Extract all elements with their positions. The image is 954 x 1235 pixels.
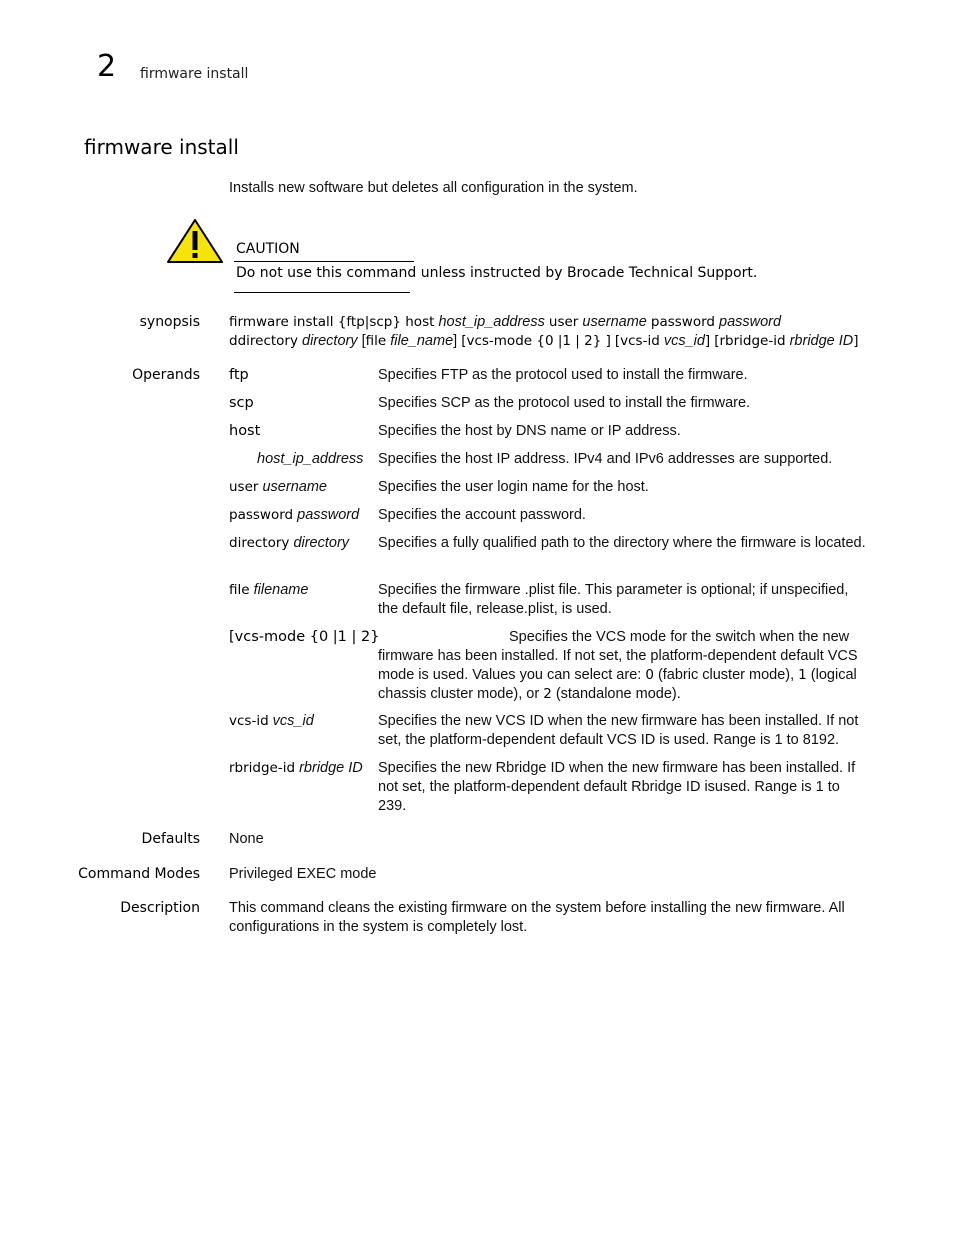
vcs-mode-desc-a: Specifies the VCS mode for the switch when the new firmware has been installed. If not set, the platform-dependent default VCS mode is used. Values you can select are: bbox=[378, 629, 858, 683]
syn-pass-kw: password bbox=[650, 314, 715, 330]
syn-file-kw: file bbox=[365, 333, 387, 349]
command-modes-label: Command Modes bbox=[78, 866, 200, 882]
description-value: This command cleans the existing firmware on the system before installing the new firmware. All configurations in the system is completely lost. bbox=[229, 900, 845, 935]
operand-kw-vcs-id: vcs-id bbox=[229, 713, 269, 729]
operand-term-password bbox=[229, 506, 359, 525]
operand-kw-password: password bbox=[229, 507, 294, 523]
operand-desc-password: Specifies the account password. bbox=[378, 507, 586, 523]
synopsis-line-1 bbox=[229, 313, 869, 332]
operand-desc-user: Specifies the user login name for the host. bbox=[378, 479, 649, 495]
operand-arg-password: password bbox=[297, 507, 360, 523]
syn-dir-arg: directory bbox=[302, 333, 358, 349]
operand-term-user bbox=[229, 478, 327, 497]
operand-desc-vcs-mode bbox=[378, 628, 870, 704]
defaults-label: Defaults bbox=[141, 831, 200, 847]
operand-term-ftp: ftp bbox=[229, 367, 249, 383]
syn-user-arg: username bbox=[582, 314, 647, 330]
operand-term-vcs-mode: [vcs-mode {0 |1 | 2} bbox=[229, 629, 380, 645]
syn-pass-arg: password bbox=[719, 314, 782, 330]
vcs-mode-desc-b: (fabric cluster mode), bbox=[653, 667, 799, 683]
operand-term-scp: scp bbox=[229, 395, 254, 411]
vcs-mode-desc-d: (standalone mode). bbox=[551, 686, 681, 702]
syn-cmd: firmware install {ftp|scp} host bbox=[229, 314, 435, 330]
caution-text: Do not use this command unless instructed by Brocade Technical Support. bbox=[236, 265, 758, 281]
operand-desc-host: Specifies the host by DNS name or IP address. bbox=[378, 423, 681, 439]
synopsis-text bbox=[229, 313, 869, 351]
caution-rule-top bbox=[234, 261, 414, 262]
syn-vcs-mode: [vcs-mode {0 |1 | 2} ] bbox=[461, 333, 611, 349]
operands-label: Operands bbox=[132, 367, 200, 383]
syn-rbridge-arg: rbridge ID bbox=[789, 333, 854, 349]
syn-bracket: [ bbox=[361, 333, 366, 349]
operand-term-vcs-id bbox=[229, 712, 314, 731]
operand-arg-rbridge-id: rbridge ID bbox=[299, 760, 363, 776]
operand-arg-user: username bbox=[262, 479, 327, 495]
command-modes-value: Privileged EXEC mode bbox=[229, 866, 377, 882]
page-title: firmware install bbox=[84, 135, 239, 159]
syn-rbridge-kw: [rbridge-id bbox=[714, 333, 786, 349]
operand-kw-user: user bbox=[229, 479, 259, 495]
operand-desc-vcs-id: Specifies the new VCS ID when the new firmware has been installed. If not set, the platform-dependent default VCS ID is used. Range is 1 to 8192. bbox=[378, 713, 859, 748]
operand-arg-vcs-id: vcs_id bbox=[272, 713, 314, 729]
synopsis-label: synopsis bbox=[139, 314, 200, 330]
vcs-mode-desc-c: (logical chassis cluster mode), or bbox=[378, 667, 857, 702]
chapter-number: 2 bbox=[97, 49, 117, 84]
vcs-mode-value-1: 1 bbox=[798, 667, 807, 683]
operand-desc-rbridge-id: Specifies the new Rbridge ID when the new firmware has been installed. If not set, the platform-dependent default Rbridge ID isused. Range is 1 to 239. bbox=[378, 760, 856, 814]
syn-dir-kw: ddirectory bbox=[229, 333, 298, 349]
operand-arg-file: filename bbox=[253, 582, 309, 598]
syn-bracket: ] bbox=[453, 333, 458, 349]
synopsis-line-2 bbox=[229, 332, 869, 351]
syn-user-kw: user bbox=[548, 314, 579, 330]
syn-file-arg: file_name bbox=[390, 333, 454, 349]
operand-kw-file: file bbox=[229, 582, 250, 598]
operand-term-rbridge-id bbox=[229, 759, 363, 778]
description-label: Description bbox=[120, 900, 200, 916]
operand-arg-directory: directory bbox=[293, 535, 350, 551]
operand-desc-ftp: Specifies FTP as the protocol used to install the firmware. bbox=[378, 367, 748, 383]
operand-term-file bbox=[229, 581, 308, 600]
syn-host-arg: host_ip_address bbox=[438, 314, 545, 330]
operand-kw-directory: directory bbox=[229, 535, 290, 551]
vcs-mode-value-2: 2 bbox=[543, 686, 552, 702]
caution-label: CAUTION bbox=[236, 241, 300, 257]
operand-desc-scp: Specifies SCP as the protocol used to install the firmware. bbox=[378, 395, 751, 411]
intro-text: Installs new software but deletes all configuration in the system. bbox=[229, 180, 638, 196]
operand-desc-file: Specifies the firmware .plist file. This parameter is optional; if unspecified, the default file, release.plist, is used. bbox=[378, 582, 849, 617]
operand-desc-host-ip: Specifies the host IP address. IPv4 and IPv6 addresses are supported. bbox=[378, 451, 833, 467]
operand-term-host: host bbox=[229, 423, 261, 439]
operand-term-host-ip: host_ip_address bbox=[257, 451, 364, 467]
operand-desc-directory: Specifies a fully qualified path to the directory where the firmware is located. bbox=[378, 535, 866, 551]
caution-rule-bottom bbox=[234, 292, 410, 293]
operand-kw-rbridge-id: rbridge-id bbox=[229, 760, 296, 776]
syn-bracket: ] bbox=[704, 333, 711, 349]
operand-term-directory bbox=[229, 534, 349, 553]
defaults-value: None bbox=[229, 831, 264, 847]
syn-vcs-id-arg: vcs_id bbox=[663, 333, 705, 349]
vcs-mode-value-0: 0 bbox=[645, 667, 654, 683]
warning-triangle-icon bbox=[166, 218, 224, 264]
running-title: firmware install bbox=[140, 66, 249, 82]
syn-vcs-id-kw: [vcs-id bbox=[614, 333, 660, 349]
syn-bracket: ] bbox=[853, 333, 859, 349]
